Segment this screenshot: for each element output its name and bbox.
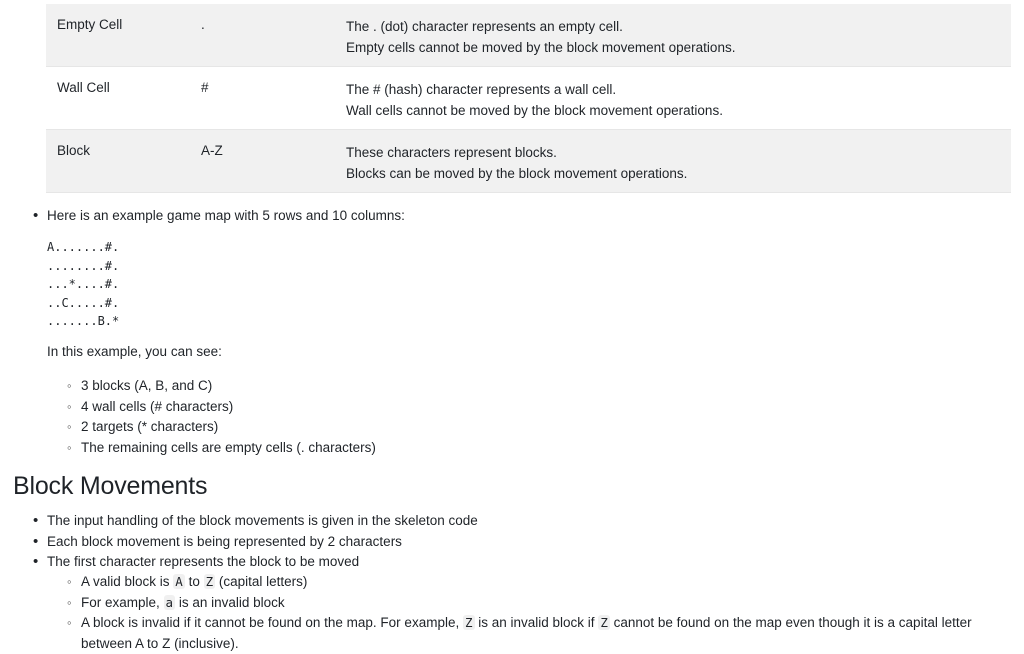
cell-symbol: # [201, 80, 209, 95]
inline-code: Z [205, 574, 214, 589]
cell-description [346, 17, 735, 58]
description-line: Empty cells cannot be moved by the block movement operations. [346, 39, 736, 55]
table-row [46, 130, 1011, 193]
text: (capital letters) [215, 574, 308, 589]
text: A valid block is [81, 574, 174, 589]
map-row: .......B.* [47, 314, 120, 329]
cell-symbol: A-Z [201, 143, 223, 158]
description-line: Wall cells cannot be moved by the block movement operations. [346, 102, 723, 118]
example-summary: In this example, you can see: [47, 344, 222, 359]
cell-name: Wall Cell [57, 80, 110, 95]
table-row [46, 4, 1011, 67]
cell-name: Block [57, 143, 91, 158]
list-item: • Here is an example game map with 5 rows and 10 columns: [33, 206, 405, 227]
list-item [67, 572, 1006, 593]
block-movement-list [33, 511, 478, 573]
example-map [47, 238, 119, 331]
block-validity-list [67, 572, 1006, 654]
text: A block is invalid if it cannot be found on the map. For example, [81, 615, 463, 630]
list-item: • Each block movement is being represented by 2 characters [33, 532, 478, 553]
text: to [184, 574, 204, 589]
text: For example, [81, 594, 164, 610]
text: is an invalid block [175, 594, 285, 610]
map-row: ..C.....#. [47, 295, 120, 310]
description-line: The # (hash) character represents a wall cell. [346, 82, 617, 97]
list-item: ◦ 3 blocks (A, B, and C) [67, 376, 376, 397]
inline-code: Z [600, 615, 608, 630]
text: is an invalid block if [474, 615, 599, 630]
list-item [67, 613, 1006, 654]
text: cannot be found on the map even though it is a capital letter between A to Z (inclusive). [81, 615, 972, 651]
description-line: The . (dot) character represents an empty cell. [346, 19, 623, 34]
table-row [46, 67, 1011, 130]
example-intro-list [33, 206, 405, 227]
cell-symbol: . [201, 17, 205, 32]
inline-code: a [165, 594, 174, 610]
map-row: ........#. [47, 258, 120, 273]
cell-description [346, 80, 723, 121]
cell-name: Empty Cell [57, 17, 123, 32]
cell-description [346, 143, 687, 184]
description-line: These characters represent blocks. [346, 145, 557, 160]
list-item: ◦ The remaining cells are empty cells (. characters) [67, 438, 376, 459]
list-item: ◦ 2 targets (* characters) [67, 417, 376, 438]
inline-code: A [175, 574, 183, 589]
example-items-list [67, 376, 376, 458]
map-row: ...*....#. [47, 277, 120, 292]
map-row: A.......#. [47, 240, 120, 254]
cell-types-table [46, 4, 1011, 193]
list-item: ◦ 4 wall cells (# characters) [67, 397, 376, 418]
section-heading: Block Movements [13, 472, 208, 500]
list-item: • The first character represents the block to be moved [33, 552, 478, 573]
list-item: • The input handling of the block movements is given in the skeleton code [33, 511, 478, 532]
description-line: Blocks can be moved by the block movement operations. [346, 165, 688, 181]
inline-code: Z [464, 615, 473, 630]
list-item [67, 593, 1006, 614]
